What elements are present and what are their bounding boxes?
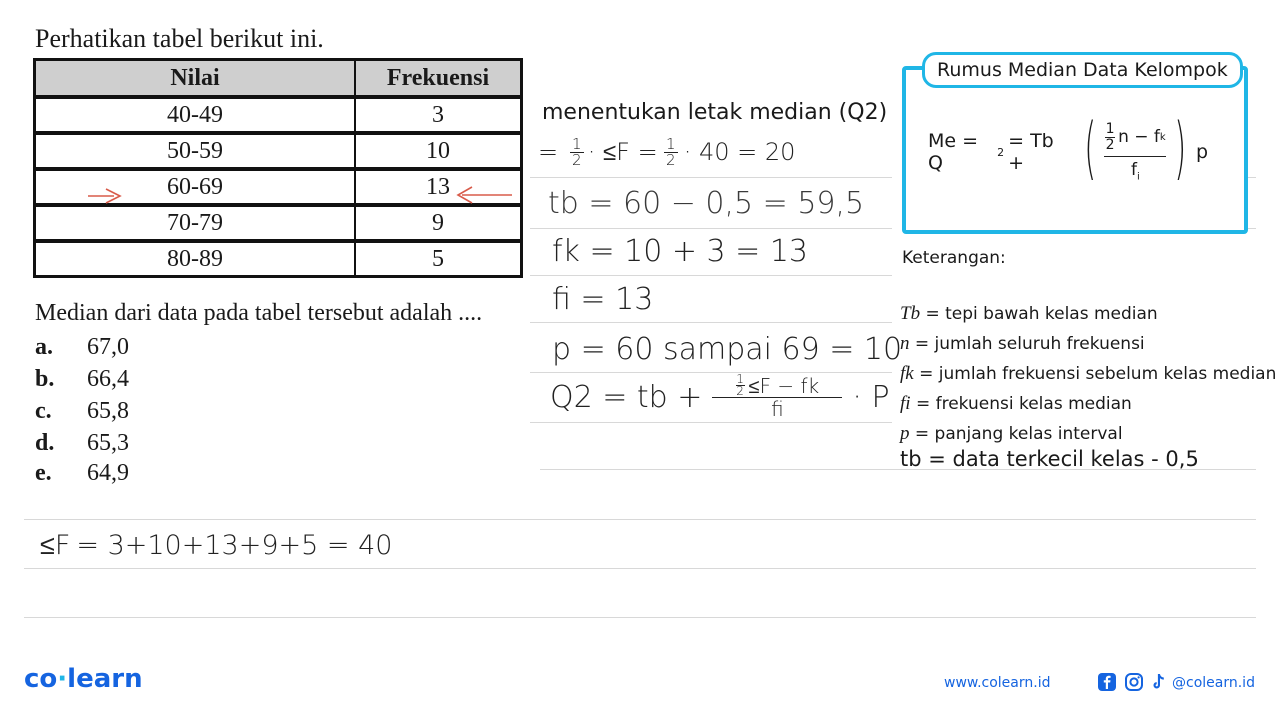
legend-symbol: p	[900, 423, 910, 444]
option-letter: c.	[35, 398, 52, 424]
option-letter: b.	[35, 366, 55, 392]
option-b[interactable]	[35, 366, 129, 393]
working-heading: menentukan letak median (Q2)	[542, 100, 888, 125]
legend-item	[900, 393, 1132, 415]
table-row	[35, 96, 521, 132]
q2-half-num: 1	[736, 372, 744, 386]
working-fi: fi = 13	[552, 282, 654, 317]
ruled-line	[530, 422, 892, 423]
legend-item	[900, 423, 1123, 445]
logo-part-co: co	[24, 664, 58, 694]
ruled-line	[24, 519, 1256, 520]
ruled-line	[24, 568, 1256, 569]
legend-item	[900, 363, 1276, 385]
question-title: Perhatikan tabel berikut ini.	[35, 24, 324, 53]
median-formula: Me = Q 2 = Tb + ( 1 2 n − f k $f_i$ ) p	[928, 109, 1208, 188]
facebook-icon[interactable]	[1097, 672, 1117, 692]
option-e[interactable]	[35, 460, 129, 487]
table-header-row	[35, 60, 521, 96]
option-letter: e.	[35, 460, 52, 486]
half-denominator: 2	[665, 150, 676, 169]
legend-text: = jumlah seluruh frekuensi	[909, 334, 1145, 354]
option-value: 66,4	[87, 366, 129, 392]
question-prompt: Median dari data pada tabel tersebut adalah ....	[35, 300, 483, 326]
working-fk: fk = 10 + 3 = 13	[552, 234, 808, 269]
formula-two: 2	[1105, 136, 1115, 153]
formula-den: f	[1131, 159, 1138, 180]
cell-frekuensi: 3	[355, 96, 521, 132]
footer-url[interactable]: www.colearn.id	[944, 675, 1051, 691]
half-eq2: · 40 = 20	[683, 138, 796, 166]
formula-p: p	[1195, 141, 1208, 163]
formula-box-title: Rumus Median Data Kelompok	[922, 52, 1243, 88]
option-letter: a.	[35, 334, 53, 360]
legend-item	[900, 303, 1158, 325]
q2-numerator: ≤F − fk	[748, 373, 820, 398]
ruled-line	[530, 275, 892, 276]
working-p: p = 60 sampai 69 = 10	[552, 332, 903, 367]
q2-half-den: 2	[736, 384, 744, 398]
left-arrow-icon	[86, 186, 126, 206]
legend-symbol: n	[900, 333, 910, 354]
option-value: 65,3	[87, 430, 129, 456]
working-half-line: = 1 2 · ≤F = 1 2 · 40 = 20	[538, 134, 796, 169]
q2-left: Q2 = tb +	[550, 379, 703, 415]
legend-tb-note: tb = data terkecil kelas - 0,5	[900, 447, 1199, 471]
working-sum-f	[40, 530, 392, 561]
cell-frekuensi: 5	[355, 240, 521, 276]
sum-f-expr: = 3+10+13+9+5 = 40	[76, 530, 393, 561]
option-letter: d.	[35, 430, 55, 456]
logo-part-learn: learn	[67, 664, 143, 694]
table-row	[35, 132, 521, 168]
cell-nilai: 40-49	[35, 96, 355, 132]
table-row	[35, 204, 521, 240]
footer-handle[interactable]: @colearn.id	[1172, 675, 1255, 691]
half-numerator: 1	[665, 134, 676, 153]
ruled-line	[530, 322, 892, 323]
instagram-icon[interactable]	[1124, 672, 1144, 692]
ruled-line	[530, 177, 892, 178]
legend-label: Keterangan:	[902, 248, 1006, 268]
formula-lhs: Me = Q	[928, 130, 979, 174]
frequency-table	[33, 58, 523, 278]
option-a[interactable]	[35, 334, 129, 361]
legend-text: = frekuensi kelas median	[910, 394, 1132, 414]
working-q2	[550, 372, 890, 422]
table-row	[35, 240, 521, 276]
formula-one: 1	[1105, 120, 1115, 137]
legend-item	[900, 333, 1145, 355]
option-value: 67,0	[87, 334, 129, 360]
legend-symbol: fi	[900, 393, 911, 414]
sum-f-symbol: ≤F	[40, 530, 71, 561]
legend-text: = jumlah frekuensi sebelum kelas median	[913, 364, 1277, 384]
option-value: 64,9	[87, 460, 129, 486]
option-value: 65,8	[87, 398, 129, 424]
option-d[interactable]	[35, 430, 129, 457]
logo-dot: ·	[57, 664, 68, 694]
cell-nilai: 50-59	[35, 132, 355, 168]
half-numerator: 1	[571, 134, 582, 153]
formula-den-sub: i	[1137, 171, 1140, 183]
cell-frekuensi: 13	[355, 168, 521, 204]
working-tb: tb = 60 − 0,5 = 59,5	[548, 186, 865, 221]
half-eq: · ≤F =	[587, 137, 658, 166]
header-frekuensi: Frekuensi	[355, 60, 521, 96]
formula-lhs-sub: 2	[997, 145, 1005, 159]
legend-symbol: fk	[900, 363, 914, 384]
header-nilai: Nilai	[35, 60, 355, 96]
legend-symbol: Tb	[900, 303, 921, 324]
cell-nilai: 60-69	[35, 168, 355, 204]
cell-frekuensi: 9	[355, 204, 521, 240]
cell-nilai: 80-89	[35, 240, 355, 276]
cell-frekuensi: 10	[355, 132, 521, 168]
colearn-logo[interactable]	[24, 664, 143, 694]
q2-right: · P	[852, 379, 890, 415]
right-arrow-icon	[452, 184, 514, 206]
formula-mid: = Tb +	[1008, 130, 1054, 174]
legend-text: = panjang kelas interval	[909, 424, 1123, 444]
formula-n-minus: n − f	[1118, 127, 1160, 148]
cell-nilai: 70-79	[35, 204, 355, 240]
half-denominator: 2	[571, 150, 582, 169]
tiktok-icon[interactable]	[1149, 672, 1169, 692]
legend-text: = tepi bawah kelas median	[920, 304, 1158, 324]
formula-n-minus-sub: k	[1159, 131, 1166, 143]
ruled-line	[530, 228, 892, 229]
q2-denominator: fi	[771, 397, 784, 421]
ruled-line	[24, 617, 1256, 618]
option-c[interactable]	[35, 398, 129, 425]
